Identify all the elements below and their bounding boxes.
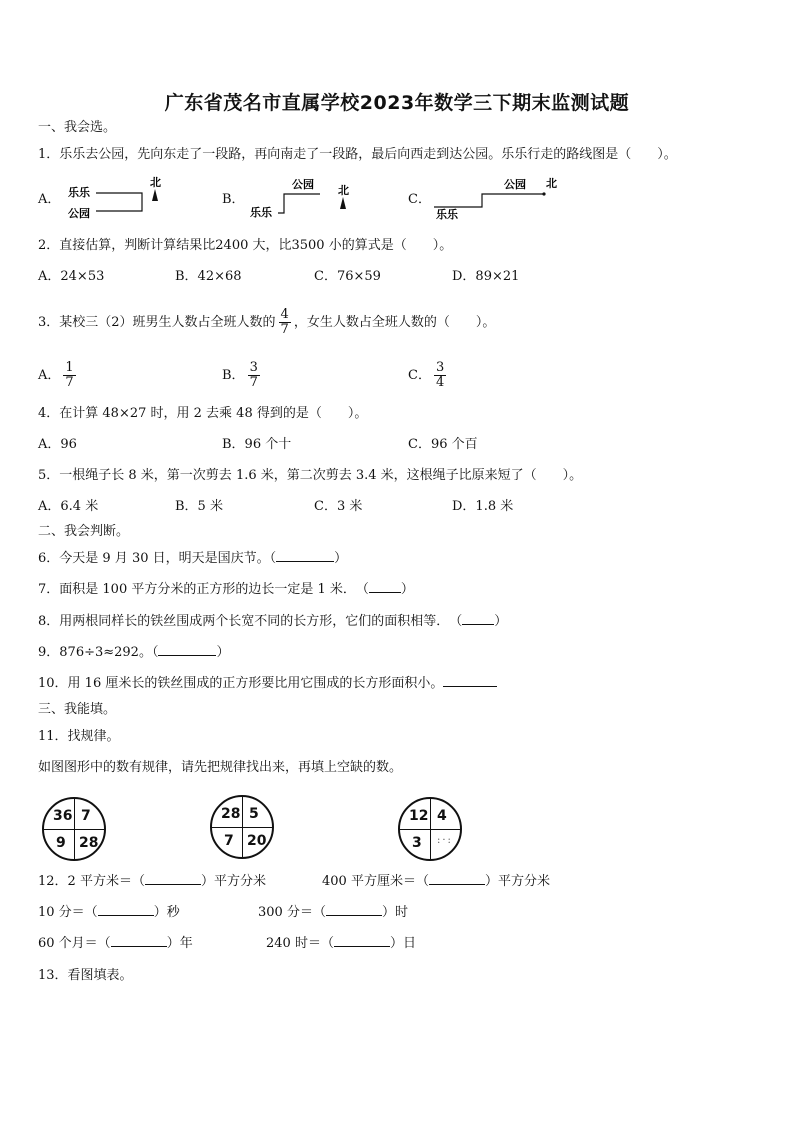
q4-option-c: C．96 个百: [408, 437, 478, 452]
q12-r1b-blank[interactable]: [429, 884, 485, 885]
q3-option-a: [38, 361, 79, 391]
q6-answer-blank[interactable]: [276, 561, 334, 562]
q12-row-2-left: [38, 904, 180, 922]
q12-r1a-unit: ）平方分米: [200, 874, 266, 889]
q12-r3b-text: 240 时＝（: [266, 936, 334, 951]
q3-option-c-label: C．: [408, 368, 431, 383]
question-3: [38, 308, 495, 338]
q9-answer-blank[interactable]: [158, 655, 216, 656]
q6-close-paren: ）: [334, 551, 348, 566]
question-7: [38, 581, 414, 599]
circle3-top-left: 12: [409, 808, 429, 824]
q12-r2a-text: 10 分＝（: [38, 905, 98, 920]
q3-option-a-label: A．: [38, 368, 61, 383]
q3b-denominator: 7: [249, 375, 258, 390]
q5-option-c: C．3 米: [314, 499, 363, 514]
question-1: 1．乐乐去公园，先向东走了一段路，再向南走了一段路，最后向西走到达公园。乐乐行走的路线图是（ ）。: [38, 147, 677, 162]
question-2: 2．直接估算，判断计算结果比2400 大，比3500 小的算式是（ ）。: [38, 238, 453, 253]
q12-row-2-right: [258, 904, 408, 922]
circle1-top-right: 7: [81, 808, 91, 824]
q2-option-b: B．42×68: [175, 269, 242, 284]
q3b-numerator: 3: [249, 360, 258, 375]
q4-option-a: A．96: [38, 437, 77, 452]
q1b-north-label: 北: [338, 184, 349, 197]
q1-option-b-route-diagram: [248, 174, 358, 222]
q1c-north-label: 北: [546, 177, 557, 190]
circle2-top-right: 5: [249, 806, 259, 822]
q12-r1a-text: 12．2 平方米＝（: [38, 874, 145, 889]
q3c-numerator: 3: [435, 360, 445, 375]
q12-row-3-left: [38, 935, 193, 953]
q3-option-b-label: B．: [222, 368, 245, 383]
q1-option-c-route-diagram: [432, 174, 568, 222]
section-judge-heading: 二、我会判断。: [38, 524, 130, 539]
q2-option-c: C．76×59: [314, 269, 381, 284]
q1a-north-label: 北: [150, 176, 161, 189]
q12-r1a-blank[interactable]: [145, 884, 201, 885]
q12-row-3-right: [266, 935, 416, 953]
q12-r3b-unit: ）日: [389, 936, 416, 951]
q1b-path-line: [278, 194, 320, 213]
q7-text: 7．面积是 100 平方分米的正方形的边长一定是 1 米． （: [38, 582, 369, 597]
q1a-path-line: [96, 193, 142, 211]
circle2-bottom-left: 7: [224, 833, 234, 849]
q1c-path-line: [434, 194, 544, 207]
q10-text: 10．用 16 厘米长的铁丝围成的正方形要比用它围成的长方形面积小。: [38, 676, 444, 691]
q10-answer-blank[interactable]: [443, 686, 497, 687]
q1b-north-arrow-icon: [340, 197, 346, 209]
q12-r2b-blank[interactable]: [326, 915, 382, 916]
q1-option-a-route-diagram: [66, 174, 166, 222]
q4-option-b: B．96 个十: [222, 437, 292, 452]
circle1-bottom-right: 28: [79, 835, 99, 851]
q1c-park-label: 公园: [504, 178, 526, 191]
circle2-top-left: 28: [221, 806, 241, 822]
q8-close-paren: ）: [494, 614, 508, 629]
q9-close-paren: ）: [216, 645, 230, 660]
q1-option-c-label: C．: [408, 192, 431, 207]
q1a-lele-label: 乐乐: [68, 186, 90, 199]
q12-r3a-text: 60 个月＝（: [38, 936, 111, 951]
question-4: 4．在计算 48×27 时，用 2 去乘 48 得到的是（ ）。: [38, 406, 368, 421]
section-fill-heading: 三、我能填。: [38, 702, 117, 717]
question-10: [38, 675, 497, 693]
q2-option-d: D．89×21: [452, 269, 520, 284]
q3-option-c: [408, 361, 449, 391]
q1b-lele-label: 乐乐: [250, 206, 272, 219]
page-title: 广东省茂名市直属学校2023年数学三下期末监测试题: [164, 92, 630, 114]
section-choice-heading: 一、我会选。: [38, 120, 117, 135]
q12-r2b-unit: ）时: [381, 905, 408, 920]
q5-option-b: B．5 米: [175, 499, 223, 514]
question-6: [38, 550, 347, 568]
question-5: 5．一根绳子长 8 米，第一次剪去 1.6 米，第二次剪去 3.4 米，这根绳子比原来短了（ ）。: [38, 468, 583, 483]
q7-close-paren: ）: [400, 582, 414, 597]
q3-fraction-denominator: 7: [280, 322, 289, 337]
q3a-denominator: 7: [65, 375, 74, 390]
q1-option-b-label: B．: [222, 192, 245, 207]
q12-r3a-blank[interactable]: [111, 946, 167, 947]
pattern-circle-2: [210, 795, 274, 859]
pattern-circle-3: [398, 797, 462, 861]
q5-option-a: A．6.4 米: [38, 499, 99, 514]
q3c-denominator: 4: [435, 375, 445, 390]
q1c-endpoint-dot: [542, 192, 545, 195]
q8-text: 8．用两根同样长的铁丝围成两个长宽不同的长方形，它们的面积相等． （: [38, 614, 463, 629]
q12-r3b-blank[interactable]: [334, 946, 390, 947]
circle1-bottom-left: 9: [56, 835, 66, 851]
q6-text: 6．今天是 9 月 30 日，明天是国庆节。（: [38, 551, 277, 566]
q3-fraction-numerator: 4: [280, 307, 289, 322]
circle1-top-left: 36: [53, 808, 73, 824]
q8-answer-blank[interactable]: [462, 624, 494, 625]
q12-r2a-unit: ）秒: [153, 905, 180, 920]
q1b-park-label: 公园: [292, 178, 314, 191]
q2-option-a: A．24×53: [38, 269, 105, 284]
q12-r2a-blank[interactable]: [98, 915, 154, 916]
question-9: [38, 644, 229, 662]
circle3-bottom-left: 3: [412, 835, 422, 851]
q11-description: 如图图形中的数有规律，请先把规律找出来，再填上空缺的数。: [38, 760, 403, 775]
q12-r3a-unit: ）年: [166, 936, 193, 951]
q3-text-after: ，女生人数占全班人数的（ ）。: [293, 315, 496, 330]
circle3-missing-dots-icon: :·:: [437, 835, 453, 846]
q12-r2b-text: 300 分＝（: [258, 905, 326, 920]
q3-option-b: [222, 361, 263, 391]
q9-text: 9．876÷3≈292。（: [38, 645, 159, 660]
q1a-park-label: 公园: [68, 207, 90, 220]
q1c-lele-label: 乐乐: [436, 208, 458, 221]
question-13: 13．看图填表。: [38, 968, 133, 983]
q12-row-1-left: [38, 873, 266, 891]
q3-fraction: [279, 308, 291, 337]
q12-row-1-right: [322, 873, 550, 891]
q1-option-a-label: A．: [38, 192, 61, 207]
q7-answer-blank[interactable]: [369, 592, 401, 593]
question-8: [38, 613, 507, 631]
q12-r1b-text: 400 平方厘米＝（: [322, 874, 429, 889]
pattern-circle-1: [42, 797, 106, 861]
q12-r1b-unit: ）平方分米: [484, 874, 550, 889]
q5-option-d: D．1.8 米: [452, 499, 514, 514]
circle2-bottom-right: 20: [247, 833, 267, 849]
q1a-north-arrow-icon: [152, 189, 158, 201]
circle3-top-right: 4: [437, 808, 447, 824]
q3-text-before: 3．某校三（2）班男生人数占全班人数的: [38, 315, 276, 330]
q3a-numerator: 1: [65, 360, 74, 375]
question-11: 11．找规律。: [38, 729, 120, 744]
